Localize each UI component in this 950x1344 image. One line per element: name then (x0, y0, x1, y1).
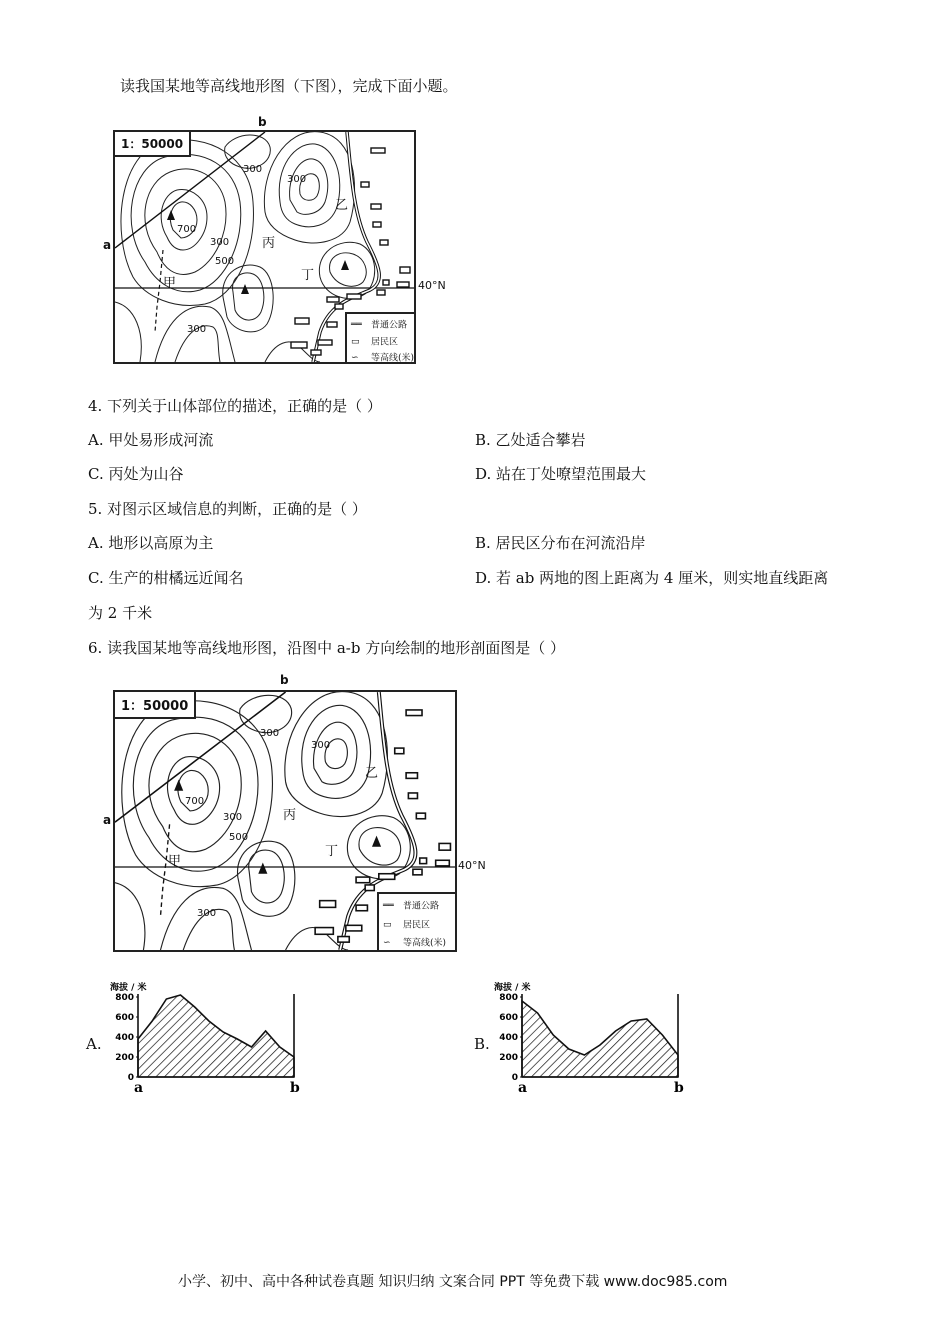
map2-label-jia: 甲 (168, 854, 182, 869)
contour-300-c: 300 (210, 237, 230, 248)
contour-map-1 (113, 130, 416, 364)
profile-b-ytick: 400 (499, 1033, 518, 1043)
q4-option-b: B. 乙处适合攀岩 (475, 431, 586, 449)
profile-b-option: B. (474, 1035, 490, 1053)
q5-option-d-cont: 为 2 千米 (88, 604, 153, 622)
map2-road-symbol: ══ (383, 901, 394, 911)
contour-map-2 (113, 690, 457, 952)
label-b: b (258, 115, 267, 129)
q5-option-d: D. 若 ab 两地的图上距离为 4 厘米，则实地直线距离 (475, 569, 829, 587)
label-ding: 丁 (301, 268, 315, 283)
q4-stem: 4. 下列关于山体部位的描述，正确的是（ ） (88, 397, 382, 415)
label-bing: 丙 (262, 236, 276, 251)
profile-a-option: A. (86, 1035, 102, 1053)
map2-residential-symbol: ▭ (383, 919, 392, 930)
label-jia: 甲 (163, 276, 177, 291)
map2-legend-road: 普通公路 (403, 901, 440, 912)
label-40n: 40°N (418, 279, 446, 292)
q5-option-c: C. 生产的柑橘远近闻名 (88, 569, 244, 587)
profile-b-ytick: 800 (499, 993, 518, 1003)
profile-b-terrain (522, 1001, 678, 1077)
legend-road: 普通公路 (371, 320, 408, 331)
map2-contour-300-b: 300 (311, 740, 331, 751)
profile-b-xend: b (674, 1080, 684, 1095)
map2-label-40n: 40°N (458, 859, 486, 872)
map2-legend-contour: 等高线(米) (403, 938, 447, 949)
profile-b-svg (492, 980, 692, 1095)
map2-contour-300-d: 300 (197, 908, 217, 919)
profile-a-ytick: 0 (127, 1073, 134, 1083)
residential-symbol: ▭ (351, 336, 360, 347)
map2-label-yi: 乙 (365, 766, 379, 781)
profile-a-xstart: a (134, 1080, 144, 1095)
profile-a-ytick: 200 (115, 1053, 134, 1063)
label-a: a (103, 238, 112, 252)
map2-legend (377, 892, 457, 952)
contour-500: 500 (215, 256, 235, 267)
contour-700: 700 (177, 224, 197, 235)
q6-stem: 6. 读我国某地等高线地形图，沿图中 a-b 方向绘制的地形剖面图是（ ） (88, 639, 566, 657)
profile-a-ytick: 600 (115, 1013, 134, 1023)
profile-chart-a (108, 980, 308, 1095)
profile-a-ytitle: 海拔 / 米 (110, 983, 147, 993)
legend-residential: 居民区 (371, 337, 399, 347)
contour-300-d: 300 (187, 324, 207, 335)
profile-b-ytick: 0 (511, 1073, 518, 1083)
profile-a-terrain (138, 995, 294, 1077)
map2-contour-700: 700 (185, 796, 205, 807)
road-symbol: ══ (351, 320, 362, 330)
map2-contour-symbol: ∽ (383, 938, 391, 948)
map2-label-ding: 丁 (325, 844, 339, 859)
legend-contour: 等高线(米) (371, 353, 415, 364)
map2-label-b: b (280, 673, 289, 687)
page-footer: 小学、初中、高中各种试卷真题 知识归纳 文案合同 PPT 等免费下载 www.doc985.com (178, 1274, 728, 1290)
profile-a-xend: b (290, 1080, 300, 1095)
q5-option-a: A. 地形以高原为主 (88, 534, 214, 552)
map-scale: 1：50000 (115, 132, 191, 157)
profile-a-svg (108, 980, 308, 1095)
q5-stem: 5. 对图示区域信息的判断，正确的是（ ） (88, 500, 367, 518)
profile-b-xstart: a (518, 1080, 528, 1095)
profile-b-ytick: 200 (499, 1053, 518, 1063)
q4-option-a: A. 甲处易形成河流 (88, 431, 214, 449)
map2-contour-300-c: 300 (223, 812, 243, 823)
map2-label-a: a (103, 813, 112, 827)
intro-text: 读我国某地等高线地形图（下图），完成下面小题。 (120, 77, 458, 95)
label-yi: 乙 (335, 198, 349, 213)
map2-contour-500: 500 (229, 832, 249, 843)
q5-option-b: B. 居民区分布在河流沿岸 (475, 534, 646, 552)
contour-300-b: 300 (287, 174, 307, 185)
contour-300-a: 300 (243, 164, 263, 175)
profile-a-ytick: 800 (115, 993, 134, 1003)
profile-b-ytitle: 海拔 / 米 (494, 983, 531, 993)
profile-chart-b (492, 980, 692, 1095)
q4-option-d: D. 站在丁处嘹望范围最大 (475, 465, 647, 483)
map2-scale: 1：50000 (115, 692, 196, 719)
profile-a-ytick: 400 (115, 1033, 134, 1043)
map-legend (345, 312, 416, 364)
q4-option-c: C. 丙处为山谷 (88, 465, 184, 483)
map2-label-bing: 丙 (283, 808, 297, 823)
map2-contour-300-a: 300 (260, 728, 280, 739)
profile-b-ytick: 600 (499, 1013, 518, 1023)
map2-legend-residential: 居民区 (403, 920, 431, 930)
contour-symbol: ∽ (351, 353, 359, 363)
